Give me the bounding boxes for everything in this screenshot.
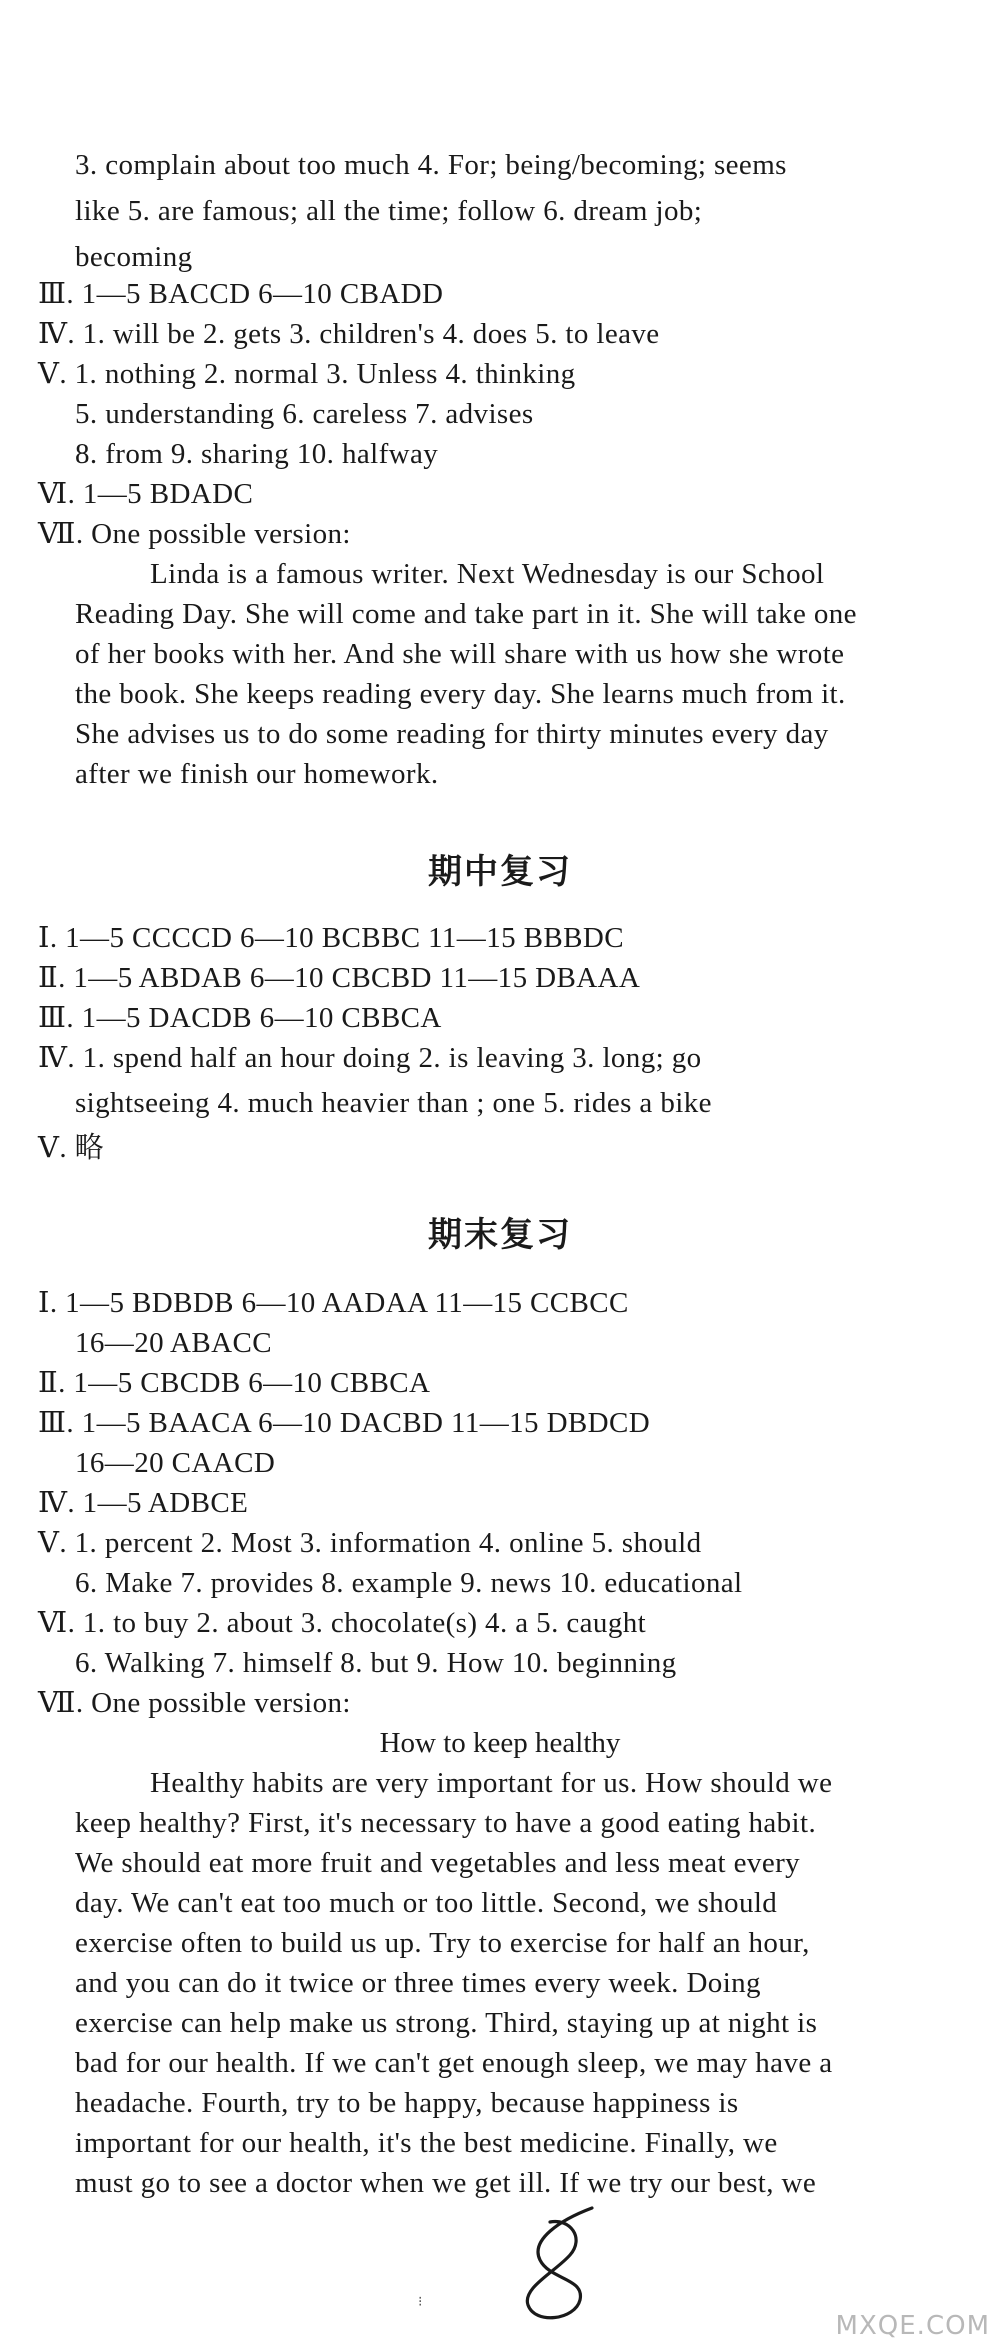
text-line: Ⅲ. 1—5 DACDB 6—10 CBBCA (38, 1002, 442, 1034)
text-line: Healthy habits are very important for us. How should we (150, 1767, 833, 1799)
text-line: Ⅲ. 1—5 BAACA 6—10 DACBD 11—15 DBDCD (38, 1407, 651, 1439)
text-line: like 5. are famous; all the time; follow 6. dream job; (75, 195, 703, 227)
handwritten-page-number-graphic (500, 2200, 620, 2330)
text-line: Ⅰ. 1—5 BDBDB 6—10 AADAA 11—15 CCBCC (38, 1287, 629, 1319)
stray-mark: ⁝ (418, 2295, 423, 2310)
text-line: Ⅶ. One possible version: (38, 1687, 351, 1719)
text-line: bad for our health. If we can't get enough sleep, we may have a (75, 2047, 833, 2079)
text-line: 8. from 9. sharing 10. halfway (75, 438, 439, 470)
text-line: Ⅵ. 1—5 BDADC (38, 478, 254, 510)
essay-title: How to keep healthy (379, 1727, 621, 1759)
text-line: day. We can't eat too much or too little. Second, we should (75, 1887, 778, 1919)
heading-final-review: 期末复习 (428, 1215, 572, 1255)
text-line: Ⅳ. 1. will be 2. gets 3. children's 4. does 5. to leave (38, 318, 660, 350)
text-line: exercise can help make us strong. Third, staying up at night is (75, 2007, 818, 2039)
text-line: keep healthy? First, it's necessary to have a good eating habit. (75, 1807, 817, 1839)
page-number (500, 2200, 620, 2330)
text-line: Ⅵ. 1. to buy 2. about 3. chocolate(s) 4. a 5. caught (38, 1607, 647, 1639)
text-line: Ⅴ. 1. nothing 2. normal 3. Unless 4. thinking (38, 358, 576, 390)
text-line: becoming (75, 241, 193, 273)
text-line: and you can do it twice or three times every week. Doing (75, 1967, 761, 1999)
text-line: of her books with her. And she will share with us how she wrote (75, 638, 845, 670)
text-line: 3. complain about too much 4. For; being/becoming; seems (75, 149, 787, 181)
text-line: We should eat more fruit and vegetables and less meat every (75, 1847, 801, 1879)
heading-midterm-review: 期中复习 (428, 852, 572, 892)
text-line: Reading Day. She will come and take part in it. She will take one (75, 598, 857, 630)
text-line: She advises us to do some reading for thirty minutes every day (75, 718, 829, 750)
text-line: Linda is a famous writer. Next Wednesday is our School (150, 558, 825, 590)
text-line: headache. Fourth, try to be happy, because happiness is (75, 2087, 739, 2119)
text-line: Ⅱ. 1—5 ABDAB 6—10 CBCBD 11—15 DBAAA (38, 962, 641, 994)
text-line: Ⅴ. 略 (38, 1132, 105, 1164)
watermark: MXQE.COM (835, 2311, 990, 2341)
text-line: 6. Walking 7. himself 8. but 9. How 10. beginning (75, 1647, 677, 1679)
text-line: Ⅰ. 1—5 CCCCD 6—10 BCBBC 11—15 BBBDC (38, 922, 624, 954)
text-line: 6. Make 7. provides 8. example 9. news 10. educational (75, 1567, 743, 1599)
text-line: Ⅲ. 1—5 BACCD 6—10 CBADD (38, 278, 444, 310)
text-line: after we finish our homework. (75, 758, 439, 790)
text-line: Ⅱ. 1—5 CBCDB 6—10 CBBCA (38, 1367, 431, 1399)
text-line: the book. She keeps reading every day. She learns much from it. (75, 678, 846, 710)
text-line: Ⅳ. 1—5 ADBCE (38, 1487, 249, 1519)
text-line: Ⅴ. 1. percent 2. Most 3. information 4. online 5. should (38, 1527, 702, 1559)
text-line: sightseeing 4. much heavier than ; one 5. rides a bike (75, 1087, 712, 1119)
text-line: 16—20 CAACD (75, 1447, 276, 1479)
text-line: important for our health, it's the best medicine. Finally, we (75, 2127, 778, 2159)
text-line: Ⅶ. One possible version: (38, 518, 351, 550)
text-line: must go to see a doctor when we get ill. If we try our best, we (75, 2167, 817, 2199)
text-line: 5. understanding 6. careless 7. advises (75, 398, 534, 430)
text-line: exercise often to build us up. Try to exercise for half an hour, (75, 1927, 810, 1959)
text-line: Ⅳ. 1. spend half an hour doing 2. is leaving 3. long; go (38, 1042, 702, 1074)
text-line: 16—20 ABACC (75, 1327, 272, 1359)
